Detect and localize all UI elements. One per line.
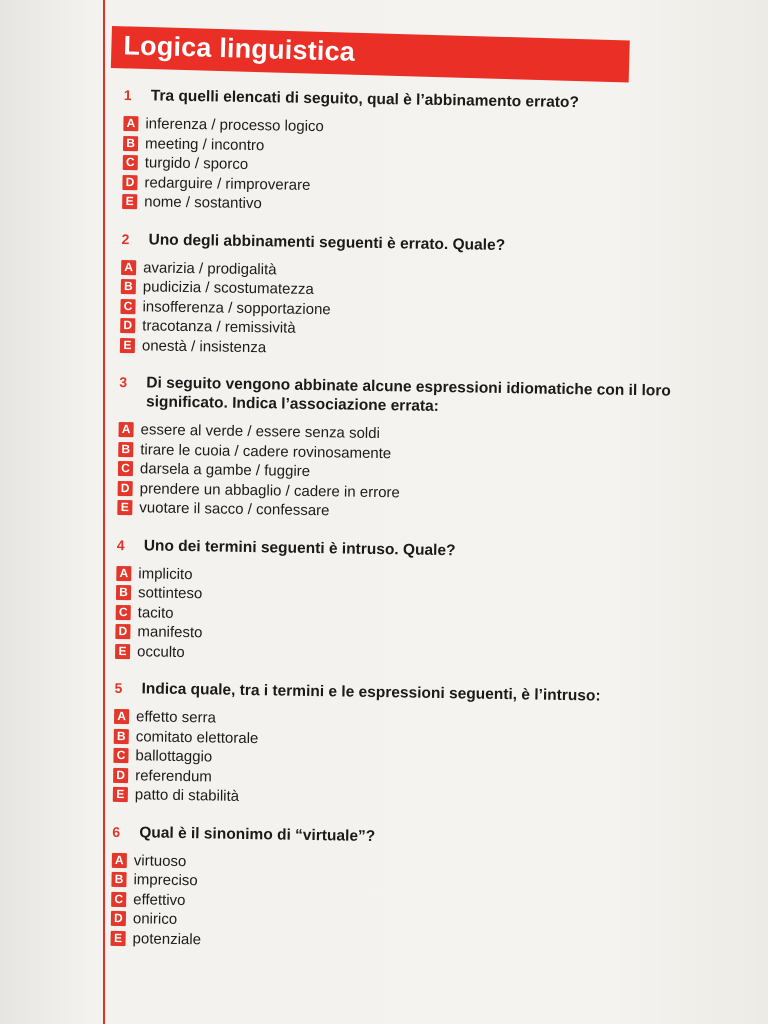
question-text: Indica quale, tra i termini e le espressioni seguenti, è l’intruso: [141, 680, 601, 705]
question-block [122, 86, 684, 220]
option-letter-badge: B [121, 279, 136, 294]
option-text: tirare le cuoia / cadere rovinosamente [140, 441, 392, 462]
option-letter-badge: A [121, 260, 136, 275]
question-heading [121, 229, 681, 257]
option-text: redarguire / rimproverare [144, 174, 311, 194]
question-block [117, 373, 679, 526]
option-letter-badge: B [114, 729, 129, 744]
option-letter-badge: A [112, 853, 127, 868]
option-letter-badge: E [110, 931, 125, 946]
question-text: Uno degli abbinamenti seguenti è errato. Quale? [148, 230, 506, 254]
question-number: 3 [119, 373, 128, 391]
option-text: ballottaggio [135, 747, 213, 766]
question-number: 2 [121, 230, 130, 247]
question-list [110, 86, 684, 975]
option-text: virtuoso [133, 852, 187, 870]
option-text: implicito [138, 565, 193, 583]
option-text: prendere un abbaglio / cadere in errore [139, 480, 400, 502]
option-text: tracotanza / remissività [142, 317, 296, 337]
option-text: nome / sostantivo [144, 193, 262, 213]
question-number: 6 [112, 823, 121, 840]
option-text: occulto [136, 643, 185, 661]
option-letter-badge: D [118, 481, 133, 496]
question-block [120, 229, 682, 363]
option-text: essere al verde / essere senza soldi [140, 421, 380, 443]
option-letter-badge: B [111, 872, 126, 887]
option-letter-badge: C [120, 299, 135, 314]
option-letter-badge: C [118, 461, 133, 476]
option-letter-badge: A [118, 422, 133, 437]
option-letter-badge: D [111, 911, 126, 926]
option-letter-badge: B [116, 585, 131, 600]
question-heading [117, 535, 677, 563]
option-text: pudicizia / scostumatezza [142, 278, 314, 299]
question-text: Tra quelli elencati di seguito, qual è l’abbinamento errato? [150, 87, 579, 112]
question-heading [114, 679, 674, 707]
option-letter-badge: D [122, 175, 137, 190]
option-letter-badge: E [117, 500, 132, 515]
option-letter-badge: D [120, 318, 135, 333]
question-number: 5 [114, 679, 123, 697]
option-text: tacito [137, 604, 174, 622]
question-block [113, 679, 675, 813]
option-text: impreciso [133, 871, 198, 890]
option-letter-badge: A [116, 566, 131, 581]
question-number: 4 [116, 536, 125, 553]
option-text: avarizia / prodigalità [143, 259, 277, 279]
option-text: effettivo [133, 890, 186, 909]
option-text: potenziale [132, 929, 202, 949]
margin-rule [103, 0, 105, 1024]
option-text: vuotare il sacco / confessare [139, 499, 330, 520]
option-text: darsela a gambe / fuggire [139, 460, 311, 481]
option-letter-badge: B [123, 136, 138, 151]
option-letter-badge: E [120, 338, 135, 353]
option-letter-badge: A [114, 709, 129, 724]
option-text: onestà / insistenza [141, 337, 267, 357]
question-block [115, 535, 677, 669]
question-text: Uno dei termini seguenti è intruso. Quale? [143, 536, 456, 559]
option-letter-badge: C [113, 748, 128, 763]
option-text: patto di stabilità [134, 786, 240, 806]
option-text: referendum [135, 767, 213, 786]
page-title: Logica linguistica [123, 30, 356, 67]
option-text: onirico [132, 910, 178, 929]
option-letter-badge: E [122, 194, 137, 209]
option-letter-badge: B [118, 442, 133, 457]
question-text: Qual è il sinonimo di “virtuale”? [139, 823, 376, 845]
option-letter-badge: C [123, 155, 138, 170]
option-text: insofferenza / sopportazione [142, 298, 331, 319]
option-text: comitato elettorale [135, 728, 259, 747]
option-letter-badge: C [116, 605, 131, 620]
option-text: inferenza / processo logico [145, 115, 324, 136]
question-heading [119, 373, 680, 420]
option-text: manifesto [137, 623, 203, 642]
question-text: Di seguito vengono abbinate alcune espressioni idiomatiche con il loro significato. Indica l’associazione errata: [145, 374, 671, 415]
option-letter-badge: D [115, 624, 130, 639]
question-block [110, 822, 672, 956]
option-text: turgido / sporco [144, 154, 249, 174]
option-letter-badge: E [113, 787, 128, 802]
option-letter-badge: C [111, 892, 126, 907]
question-number: 1 [123, 86, 132, 104]
option-letter-badge: A [123, 116, 138, 131]
question-heading [112, 822, 672, 850]
option-text: effetto serra [135, 708, 216, 727]
option-letter-badge: E [115, 644, 130, 659]
option-letter-badge: D [113, 768, 128, 783]
option-text: meeting / incontro [144, 135, 265, 154]
option-text: sottinteso [137, 584, 203, 603]
